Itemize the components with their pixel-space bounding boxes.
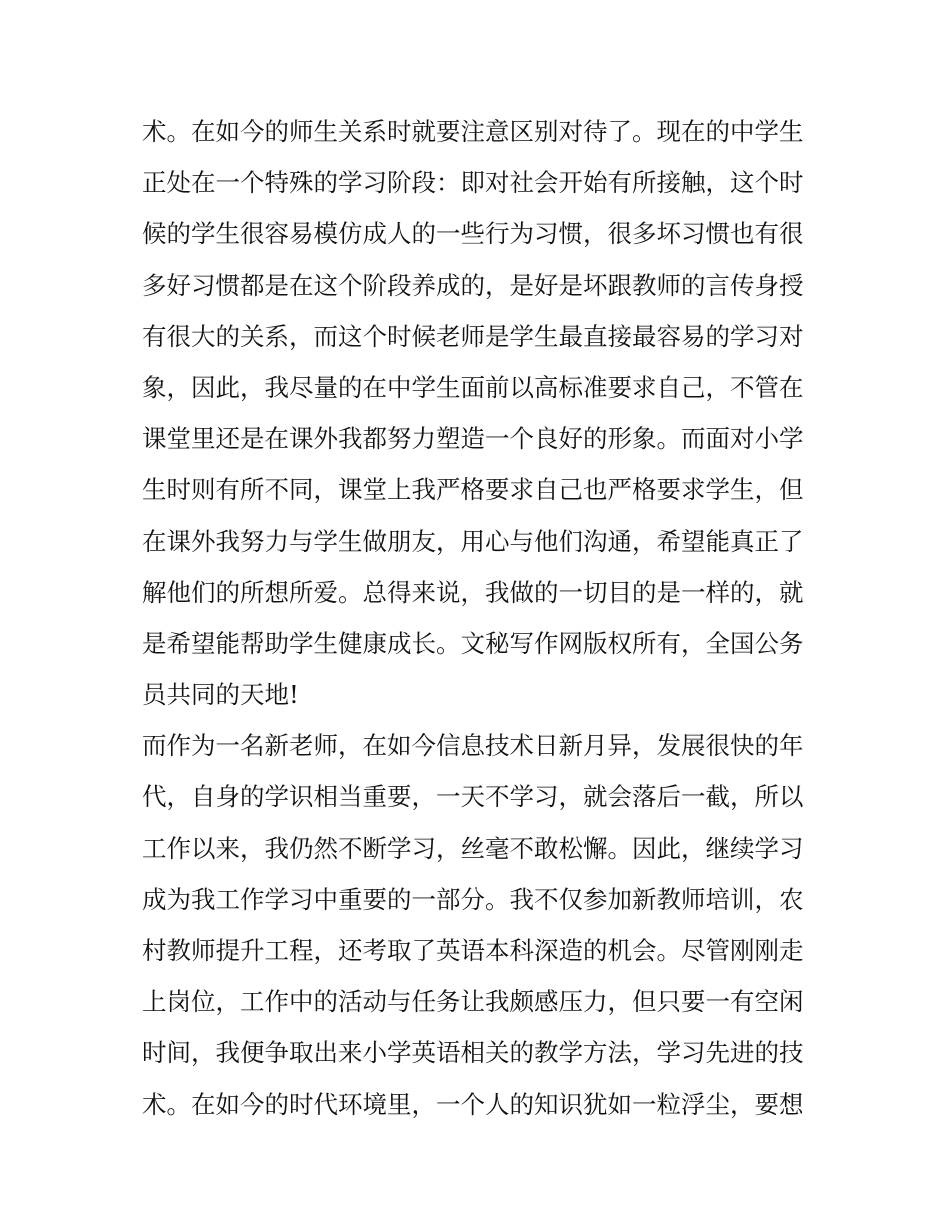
text-line: 在课外我努力与学生做朋友，用心与他们沟通，希望能真正了 [142, 526, 804, 556]
text-line: 多好习惯都是在这个阶段养成的，是好是坏跟教师的言传身授 [142, 270, 804, 300]
text-line: 村教师提升工程，还考取了英语本科深造的机会。尽管刚刚走 [142, 936, 804, 965]
text-line: 是希望能帮助学生健康成长。文秘写作网版权所有，全国公务 [142, 628, 804, 658]
body-text [142, 106, 822, 1130]
text-line: 象，因此，我尽量的在中学生面前以高标准要求自己，不管在 [142, 372, 804, 402]
text-line: 员共同的天地! [142, 680, 299, 710]
text-line: 时间，我便争取出来小学英语相关的教学方法，学习先进的技 [142, 1038, 804, 1068]
text-line: 生时则有所不同，课堂上我严格要求自己也严格要求学生，但 [142, 475, 804, 505]
text-line: 正处在一个特殊的学习阶段：即对社会开始有所接触，这个时 [142, 168, 804, 198]
text-line: 成为我工作学习中重要的一部分。我不仅参加新教师培训，农 [142, 884, 804, 914]
text-line: 工作以来，我仍然不断学习，丝毫不敢松懈。因此，继续学习 [142, 833, 804, 863]
text-line: 解他们的所想所爱。总得来说，我做的一切目的是一样的，就 [142, 577, 804, 607]
text-line: 候的学生很容易模仿成人的一些行为习惯，很多坏习惯也有很 [142, 219, 804, 249]
text-line: 代，自身的学识相当重要，一天不学习，就会落后一截，所以 [142, 782, 804, 812]
text-line: 上岗位，工作中的活动与任务让我颇感压力，但只要一有空闲 [142, 987, 804, 1017]
text-line: 有很大的关系，而这个时候老师是学生最直接最容易的学习对 [142, 321, 804, 351]
text-line: 术。在如今的时代环境里，一个人的知识犹如一粒浮尘，要想 [142, 1089, 804, 1119]
text-line: 而作为一名新老师，在如今信息技术日新月异，发展很快的年 [142, 731, 804, 761]
text-line: 术。在如今的师生关系时就要注意区别对待了。现在的中学生 [142, 117, 804, 146]
text-line: 课堂里还是在课外我都努力塑造一个良好的形象。而面对小学 [142, 424, 804, 454]
